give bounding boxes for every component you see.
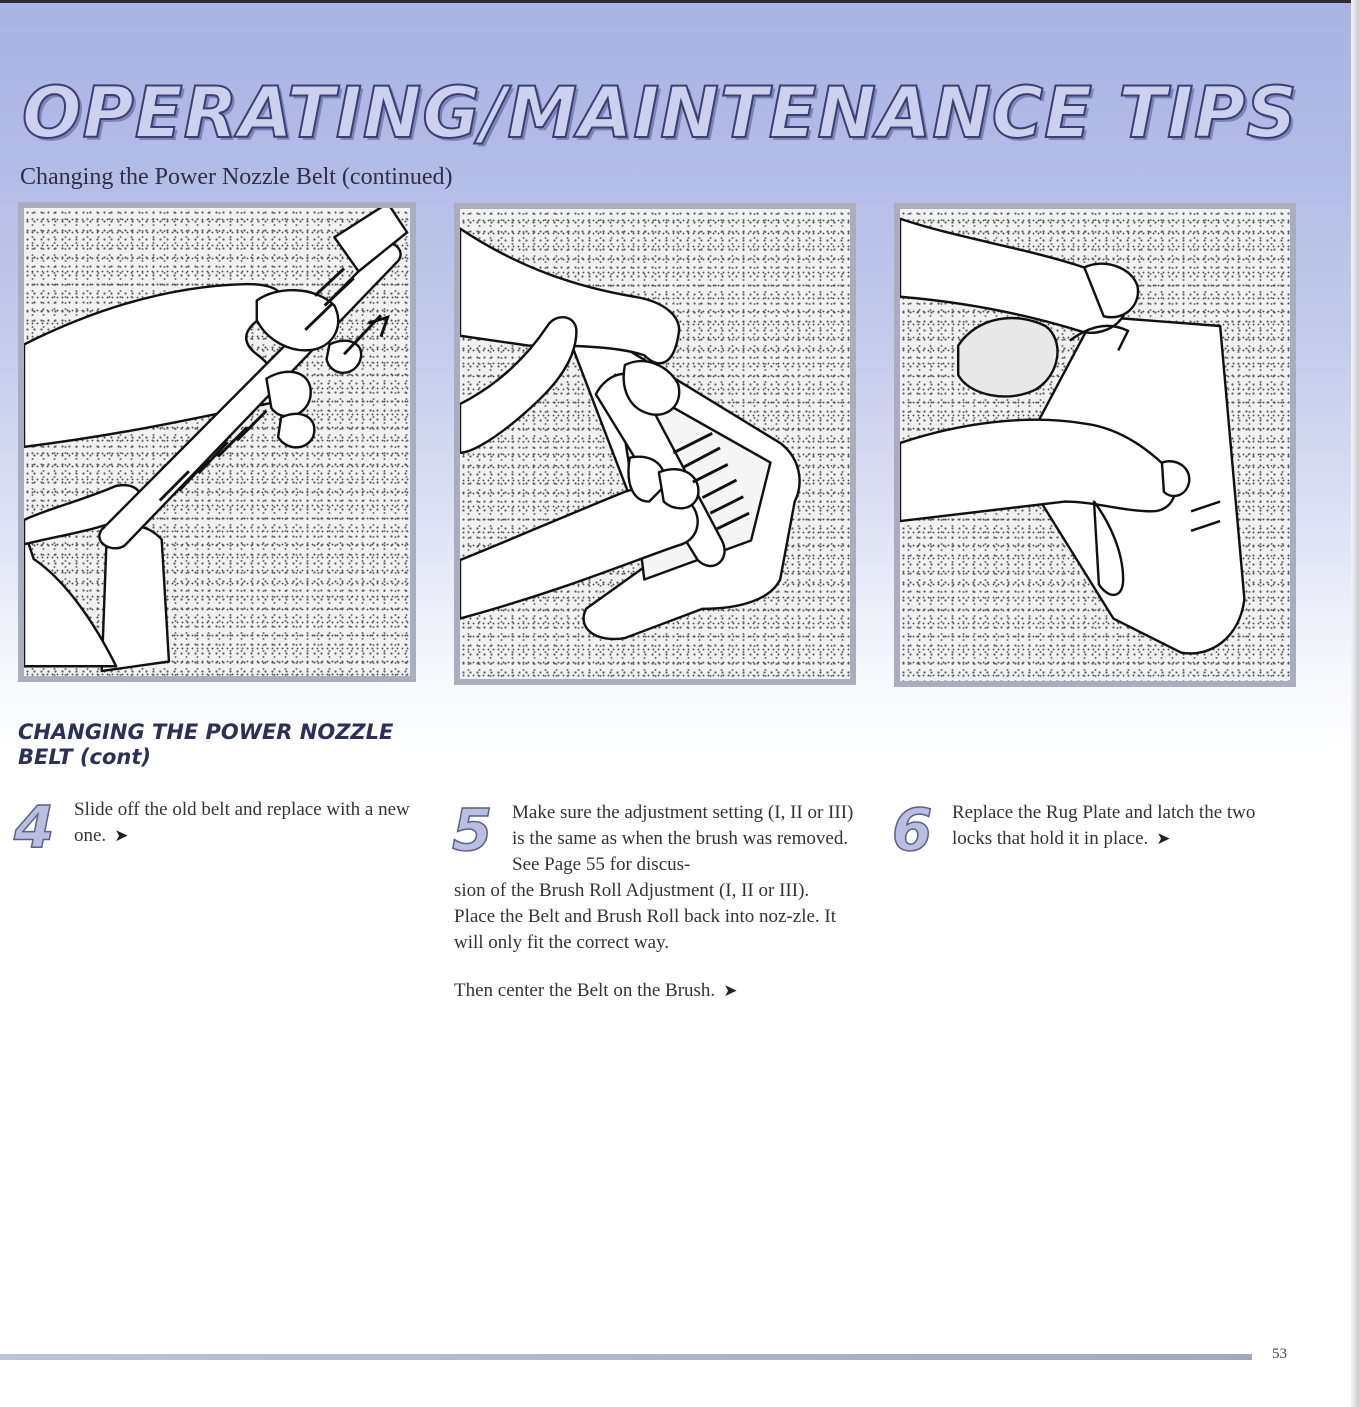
step-5-text-second: Then center the Belt on the Brush. xyxy=(454,980,716,1001)
step-4-drawing xyxy=(24,208,410,676)
page-subtitle: Changing the Power Nozzle Belt (continued) xyxy=(20,164,453,190)
step-4-text: Slide off the old belt and replace with a new one. xyxy=(74,799,410,846)
step-5-drawing xyxy=(460,209,850,679)
top-edge xyxy=(0,0,1359,3)
step-5-number: 5 xyxy=(452,796,493,864)
arrow-right-icon: ➤ xyxy=(1156,829,1171,848)
step-6-text: Replace the Rug Plate and latch the two locks that hold it in place. xyxy=(952,802,1256,849)
step-6-illustration xyxy=(894,203,1296,687)
step-4-illustration xyxy=(18,202,416,682)
step-5-text-continued: sion of the Brush Roll Adjustment (I, II or III). Place the Belt and Brush Roll back into noz-zle. It will only fit the correct way. xyxy=(454,880,837,953)
step-5-text-block xyxy=(452,796,854,1004)
page-spine-edge xyxy=(1351,0,1359,1407)
section-heading xyxy=(18,720,398,770)
step-6-number: 6 xyxy=(892,796,933,864)
page-title: OPERATING/MAINTENANCE TIPS xyxy=(22,72,1298,154)
step-6-drawing xyxy=(900,209,1290,681)
section-heading-line-2: BELT (cont) xyxy=(18,745,151,769)
step-5-illustration xyxy=(454,203,856,685)
step-4-text-block xyxy=(74,797,414,849)
step-5-second-paragraph xyxy=(454,978,854,1004)
arrow-right-icon: ➤ xyxy=(723,981,738,1000)
section-heading-line-1: CHANGING THE POWER NOZZLE xyxy=(18,720,394,744)
step-5-text-indented: Make sure the adjustment setting (I, II or III) is the same as when the brush was removed. See Page 55 for discus- xyxy=(512,802,854,875)
footer-rule xyxy=(0,1354,1252,1360)
step-4-number: 4 xyxy=(14,793,55,861)
arrow-right-icon: ➤ xyxy=(114,826,129,845)
step-6-text-block xyxy=(952,800,1297,852)
page-number: 53 xyxy=(1272,1346,1287,1362)
